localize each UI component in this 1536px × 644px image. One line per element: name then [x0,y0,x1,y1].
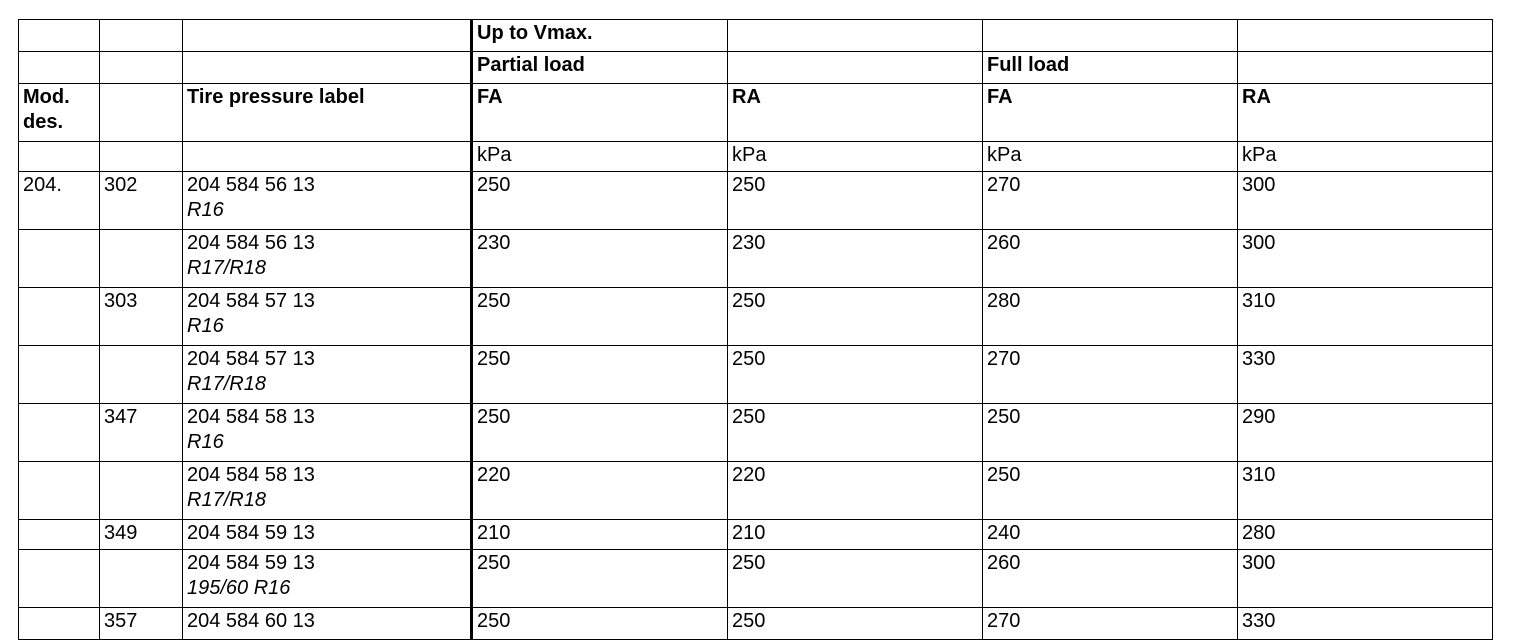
model-cell [100,550,183,608]
header-cell [728,20,983,52]
table-row [19,172,1493,230]
header-cell [19,20,100,52]
fa-full-cell: 270 [983,172,1238,230]
model-cell: 347 [100,404,183,462]
label-number: 204 584 57 13 [187,348,315,370]
fa-full-cell: 240 [983,520,1238,550]
header-full-load: Full load [983,52,1238,84]
model-cell: 302 [100,172,183,230]
ra-full-cell: 330 [1238,346,1493,404]
tire-size: R16 [187,431,224,453]
label-cell [183,608,472,640]
ra-full-cell: 330 [1238,608,1493,640]
model-cell [100,346,183,404]
table-row [19,230,1493,288]
fa-partial-cell: 250 [472,608,728,640]
label-number: 204 584 59 13 [187,522,315,544]
tire-size: R17/R18 [187,257,266,279]
tire-pressure-table [18,19,1493,640]
ra-partial-cell: 250 [728,172,983,230]
fa-partial-cell: 250 [472,172,728,230]
fa-partial-cell: 250 [472,288,728,346]
ra-partial-cell: 250 [728,550,983,608]
label-cell [183,172,472,230]
label-cell [183,462,472,520]
header-cell [19,52,100,84]
fa-full-cell: 270 [983,608,1238,640]
tire-size: R17/R18 [187,489,266,511]
ra-partial-cell: 220 [728,462,983,520]
tire-size: R16 [187,199,224,221]
mod-des-cell [19,608,100,640]
header-cell [100,52,183,84]
label-number: 204 584 57 13 [187,290,315,312]
label-cell [183,346,472,404]
header-partial-load: Partial load [472,52,728,84]
table-row [19,550,1493,608]
model-cell: 349 [100,520,183,550]
ra-partial-cell: 250 [728,404,983,462]
model-cell: 303 [100,288,183,346]
header-cell [183,20,472,52]
tire-size: 195/60 R16 [187,577,291,599]
table-row [19,404,1493,462]
unit-label: kPa [728,142,983,172]
unit-label: kPa [983,142,1238,172]
header-cell [728,52,983,84]
header-cell [183,142,472,172]
label-cell [183,288,472,346]
fa-partial-cell: 250 [472,346,728,404]
table-row [19,288,1493,346]
model-cell: 357 [100,608,183,640]
header-row-units [19,142,1493,172]
table-row [19,520,1493,550]
ra-full-cell: 280 [1238,520,1493,550]
ra-full-cell: 300 [1238,172,1493,230]
table-row [19,346,1493,404]
fa-partial-cell: 250 [472,550,728,608]
header-up-to-vmax: Up to Vmax. [472,20,728,52]
header-fa-full: FA [983,84,1238,142]
label-number: 204 584 58 13 [187,464,315,486]
mod-des-cell [19,550,100,608]
ra-partial-cell: 250 [728,288,983,346]
ra-full-cell: 300 [1238,230,1493,288]
header-cell [100,20,183,52]
mod-des-cell [19,404,100,462]
tire-size: R16 [187,315,224,337]
ra-full-cell: 300 [1238,550,1493,608]
label-number: 204 584 56 13 [187,232,315,254]
label-number: 204 584 60 13 [187,610,315,632]
fa-full-cell: 270 [983,346,1238,404]
mod-des-cell: 204. [19,172,100,230]
label-cell [183,520,472,550]
ra-partial-cell: 250 [728,346,983,404]
label-number: 204 584 59 13 [187,552,315,574]
label-number: 204 584 58 13 [187,406,315,428]
header-fa-partial: FA [472,84,728,142]
header-row-load [19,52,1493,84]
mod-des-cell [19,288,100,346]
fa-full-cell: 260 [983,230,1238,288]
fa-partial-cell: 220 [472,462,728,520]
label-cell [183,550,472,608]
fa-partial-cell: 210 [472,520,728,550]
ra-full-cell: 310 [1238,288,1493,346]
ra-partial-cell: 210 [728,520,983,550]
fa-full-cell: 250 [983,404,1238,462]
fa-partial-cell: 250 [472,404,728,462]
header-cell [1238,20,1493,52]
fa-full-cell: 280 [983,288,1238,346]
header-row-vmax [19,20,1493,52]
model-cell [100,462,183,520]
header-cell [183,52,472,84]
unit-label: kPa [472,142,728,172]
header-ra-partial: RA [728,84,983,142]
mod-des-cell [19,230,100,288]
tire-size: R17/R18 [187,373,266,395]
mod-des-cell [19,520,100,550]
table-row [19,608,1493,640]
ra-full-cell: 310 [1238,462,1493,520]
header-row-columns [19,84,1493,142]
unit-label: kPa [1238,142,1493,172]
fa-full-cell: 260 [983,550,1238,608]
header-mod-des: Mod. des. [19,84,100,142]
mod-des-cell [19,346,100,404]
ra-partial-cell: 250 [728,608,983,640]
label-cell [183,230,472,288]
model-cell [100,230,183,288]
header-cell [100,84,183,142]
header-cell [19,142,100,172]
ra-partial-cell: 230 [728,230,983,288]
fa-full-cell: 250 [983,462,1238,520]
mod-des-cell [19,462,100,520]
header-tire-pressure-label: Tire pressure label [183,84,472,142]
fa-partial-cell: 230 [472,230,728,288]
header-ra-full: RA [1238,84,1493,142]
header-cell [100,142,183,172]
label-number: 204 584 56 13 [187,174,315,196]
table-row [19,462,1493,520]
label-cell [183,404,472,462]
header-cell [1238,52,1493,84]
header-cell [983,20,1238,52]
ra-full-cell: 290 [1238,404,1493,462]
